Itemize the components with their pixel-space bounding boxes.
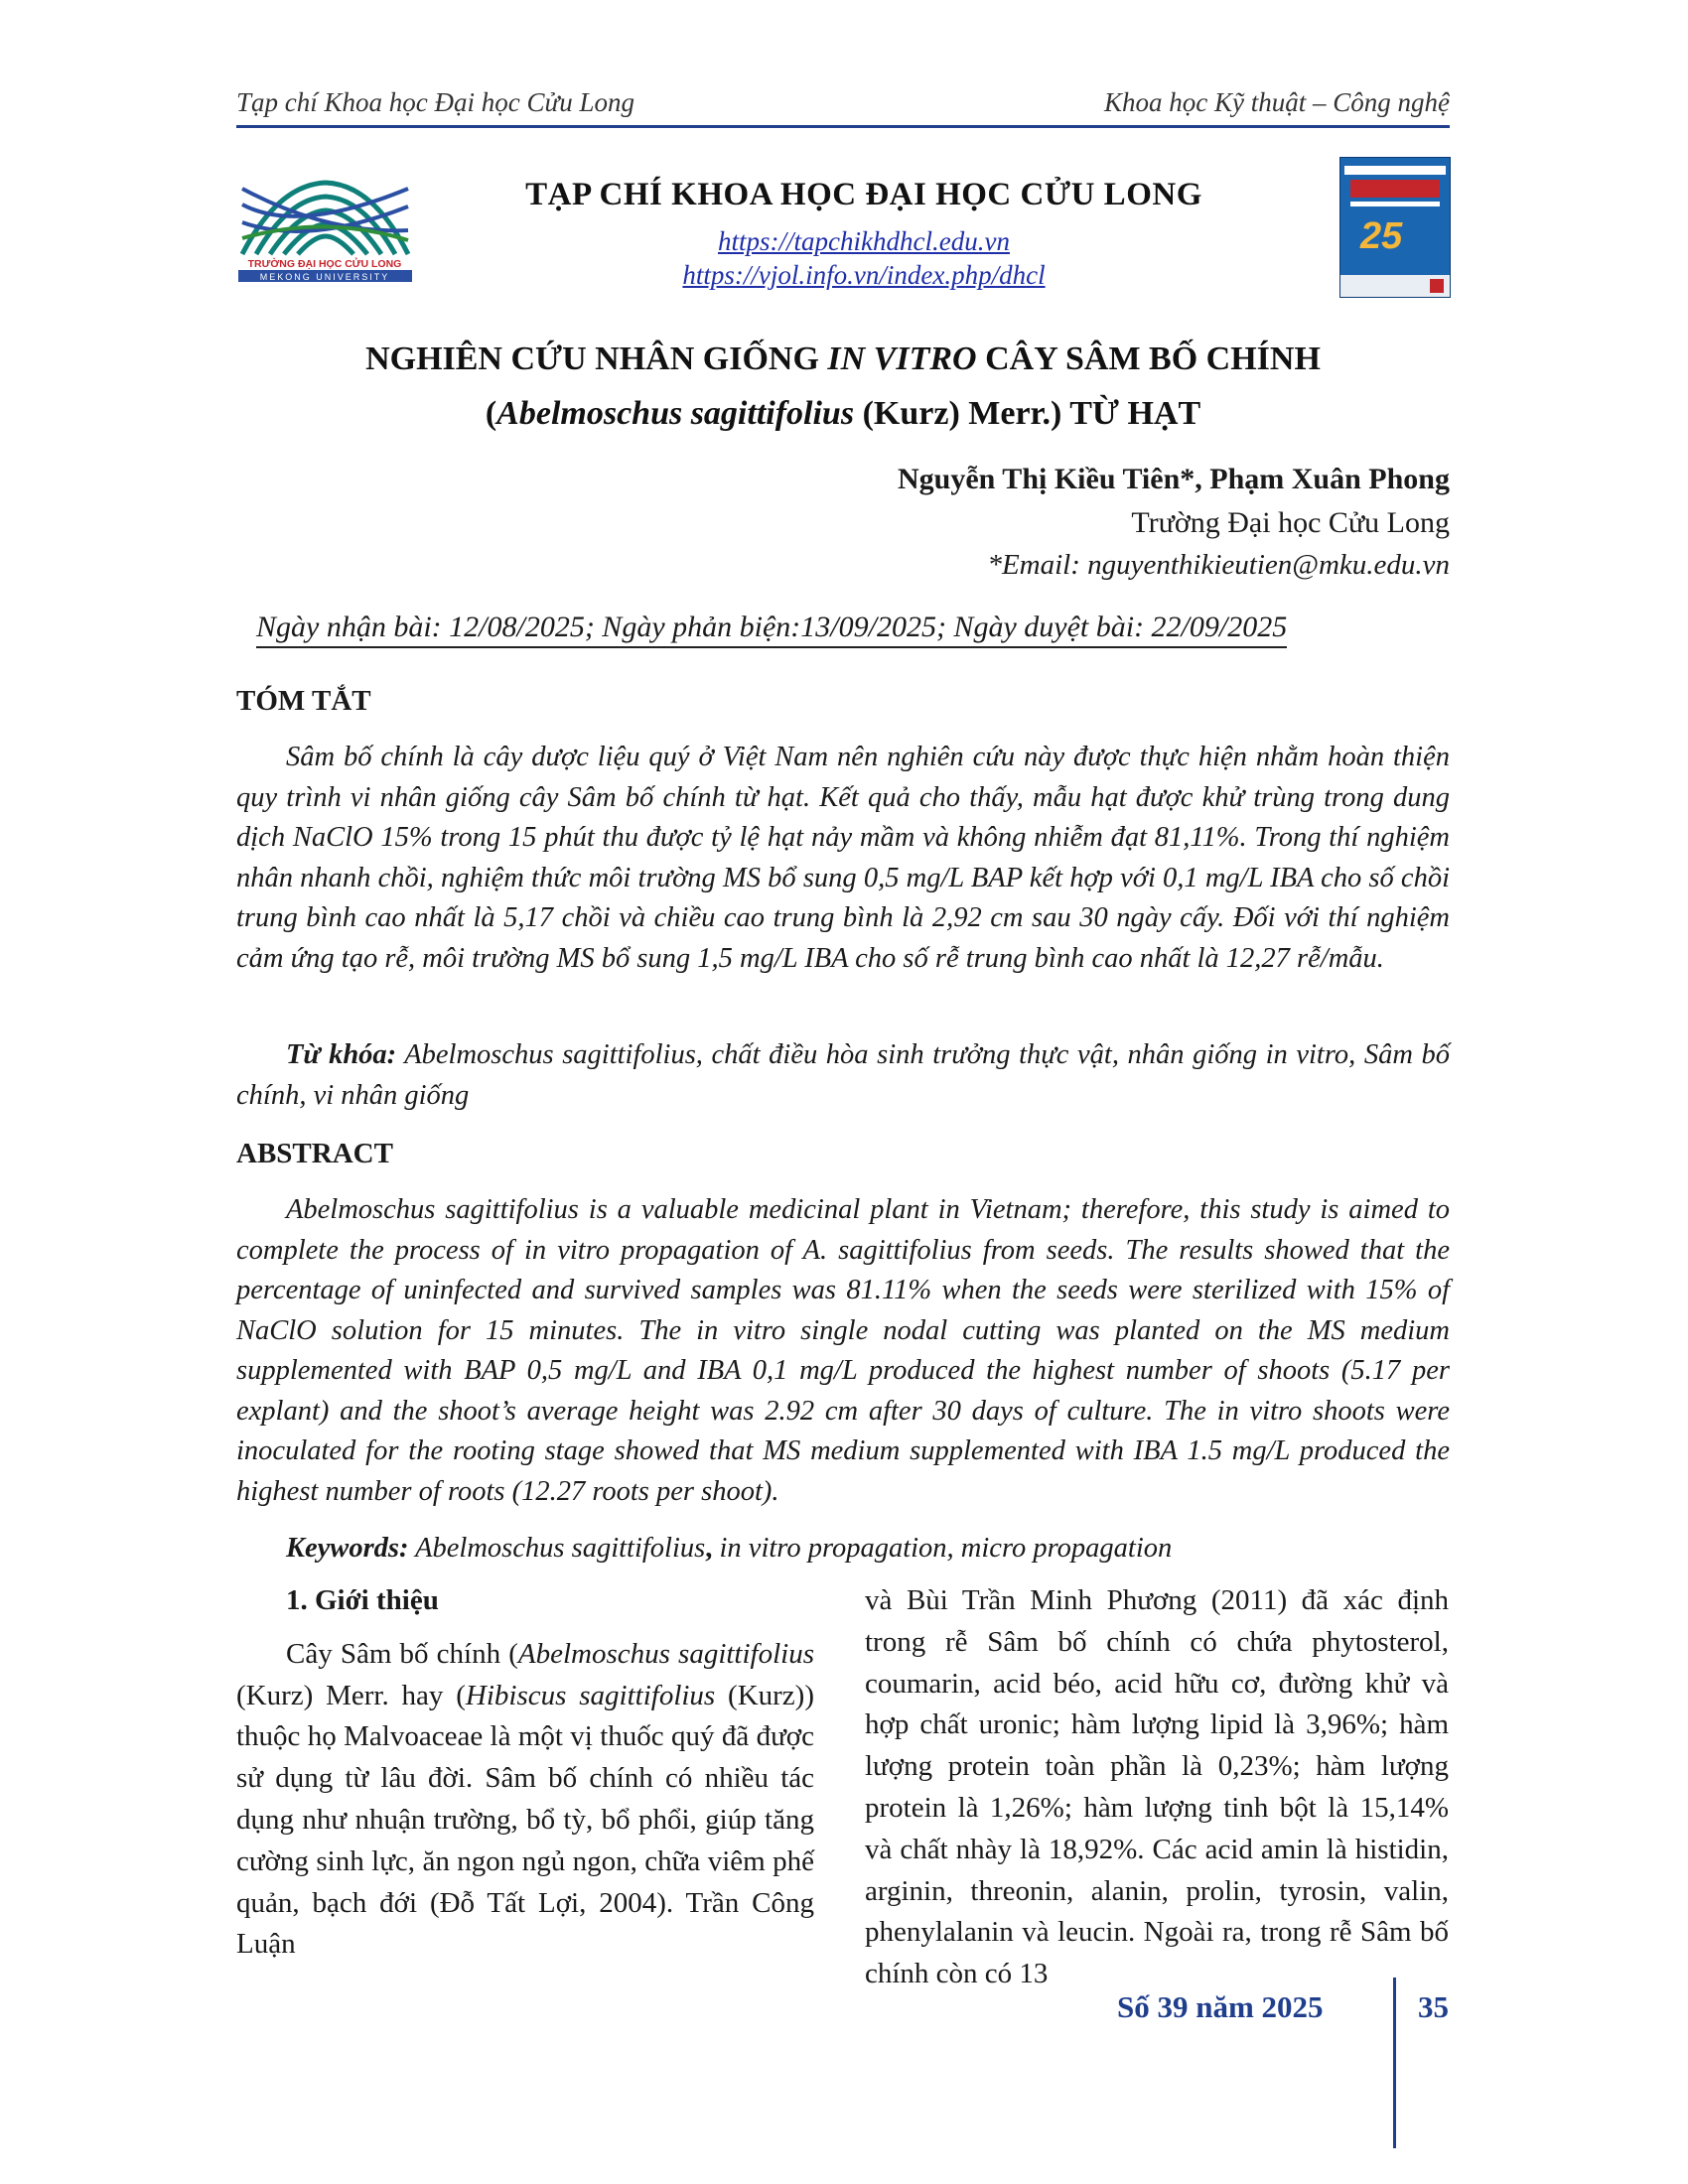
intro-column-2	[865, 1580, 1449, 1995]
university-logo	[238, 175, 412, 282]
journal-cover-thumbnail	[1339, 157, 1451, 298]
corresponding-email: *Email: nguyenthikieutien@mku.edu.vn	[987, 549, 1450, 581]
article-title-line-1: NGHIÊN CỨU NHÂN GIỐNG IN VITRO CÂY SÂM BỐ CHÍNH	[365, 341, 1321, 377]
journal-url-2[interactable]: https://vjol.info.vn/index.php/dhcl	[682, 260, 1046, 290]
intro-paragraph-2: và Bùi Trần Minh Phương (2011) đã xác định trong rễ Sâm bố chính có chứa phytosterol, coumarin, acid béo, acid hữu cơ, đường khử và hợp chất uronic; hàm lượng lipid là 3,96%; hàm lượng protein toàn phần là 0,23%; hàm lượng protein là 1,26%; hàm lượng tinh bột là 15,14% và chất nhày là 18,92%. Các acid amin là histidin, arginin, threonin, alanin, prolin, tyrosin, valin, phenylalanin và leucin. Ngoài ra, trong rễ Sâm bố chính còn có 13	[865, 1584, 1449, 1990]
header-rule	[236, 125, 1450, 128]
cover-number: 25	[1360, 215, 1403, 257]
intro-paragraph-1: Cây Sâm bố chính (Abelmoschus sagittifolius (Kurz) Merr. hay (Hibiscus sagittifolius (Kurz)) thuộc họ Malvoaceae là một vị thuốc quý đã được sử dụng từ lâu đời. Sâm bố chính có nhiều tác dụng như nhuận trường, bổ tỳ, bổ phổi, giúp tăng cường sinh lực, ăn ngon ngủ ngon, chữa viêm phế quản, bạch đới (Đỗ Tất Lợi, 2004). Trần Công Luận	[236, 1637, 815, 1961]
issue-label: Số 39 năm 2025	[1117, 1989, 1324, 2024]
submission-dates: Ngày nhận bài: 12/08/2025; Ngày phản biện:13/09/2025; Ngày duyệt bài: 22/09/2025	[256, 611, 1287, 648]
authors: Nguyễn Thị Kiều Tiên*, Phạm Xuân Phong	[898, 463, 1450, 495]
page-number: 35	[1418, 1989, 1449, 2024]
journal-url-1[interactable]: https://tapchikhdhcl.edu.vn	[718, 226, 1010, 256]
journal-title: TẠP CHÍ KHOA HỌC ĐẠI HỌC CỬU LONG	[525, 177, 1202, 212]
abstract-heading: ABSTRACT	[236, 1138, 393, 1169]
summary-heading: TÓM TẮT	[236, 685, 371, 717]
intro-column-1	[236, 1580, 814, 1966]
abstract-keywords: Keywords: Abelmoschus sagittifolius, in vitro propagation, micro propagation	[286, 1533, 1173, 1564]
summary-keywords: Từ khóa: Abelmoschus sagittifolius, chất điều hòa sinh trưởng thực vật, nhân giống in vitro, Sâm bố chính, vi nhân giống	[236, 1039, 1450, 1111]
running-header-left: Tạp chí Khoa học Đại học Cửu Long	[236, 87, 634, 117]
summary-text: Sâm bố chính là cây dược liệu quý ở Việt Nam nên nghiên cứu này được thực hiện nhằm hoàn thiện quy trình vi nhân giống cây Sâm bố chính từ hạt. Kết quả cho thấy, mẫu hạt được khử trùng trong dung dịch NaClO 15% trong 15 phút thu được tỷ lệ hạt nảy mầm và không nhiễm đạt 81,11%. Trong thí nghiệm nhân nhanh chồi, nghiệm thức môi trường MS bổ sung 0,5 mg/L BAP kết hợp với 0,1 mg/L IBA cho số chồi trung bình cao nhất là 5,17 chồi và chiều cao trung bình là 2,92 cm sau 30 ngày cấy. Đối với thí nghiệm cảm ứng tạo rễ, môi trường MS bổ sung 1,5 mg/L IBA cho số rễ trung bình cao nhất là 12,27 rễ/mẫu.	[236, 742, 1450, 974]
article-title-line-2: (Abelmoschus sagittifolius (Kurz) Merr.) TỪ HẠT	[485, 395, 1201, 432]
footer-divider	[1393, 1978, 1396, 2148]
affiliation: Trường Đại học Cửu Long	[1131, 506, 1450, 539]
abstract-text: Abelmoschus sagittifolius is a valuable medicinal plant in Vietnam; therefore, this study is aimed to complete the process of in vitro propagation of A. sagittifolius from seeds. The results showed that the percentage of uninfected and survived samples was 81.11% when the seeds were sterilized with 15% of NaClO solution for 15 minutes. The in vitro single nodal cutting was planted on the MS medium supplemented with BAP 0,5 mg/L and IBA 0,1 mg/L produced the highest number of shoots (5.17 per explant) and the shoot’s average height was 2.92 cm after 30 days of culture. The in vitro shoots were inoculated for the rooting stage showed that MS medium supplemented with IBA 1.5 mg/L produced the highest number of roots (12.27 roots per shoot).	[236, 1194, 1450, 1507]
logo-text-1: TRƯỜNG ĐẠI HỌC CỬU LONG	[247, 258, 402, 270]
running-header-right: Khoa học Kỹ thuật – Công nghệ	[1104, 87, 1450, 117]
intro-heading: 1. Giới thiệu	[286, 1584, 439, 1616]
logo-text-2: MEKONG UNIVERSITY	[259, 272, 390, 282]
